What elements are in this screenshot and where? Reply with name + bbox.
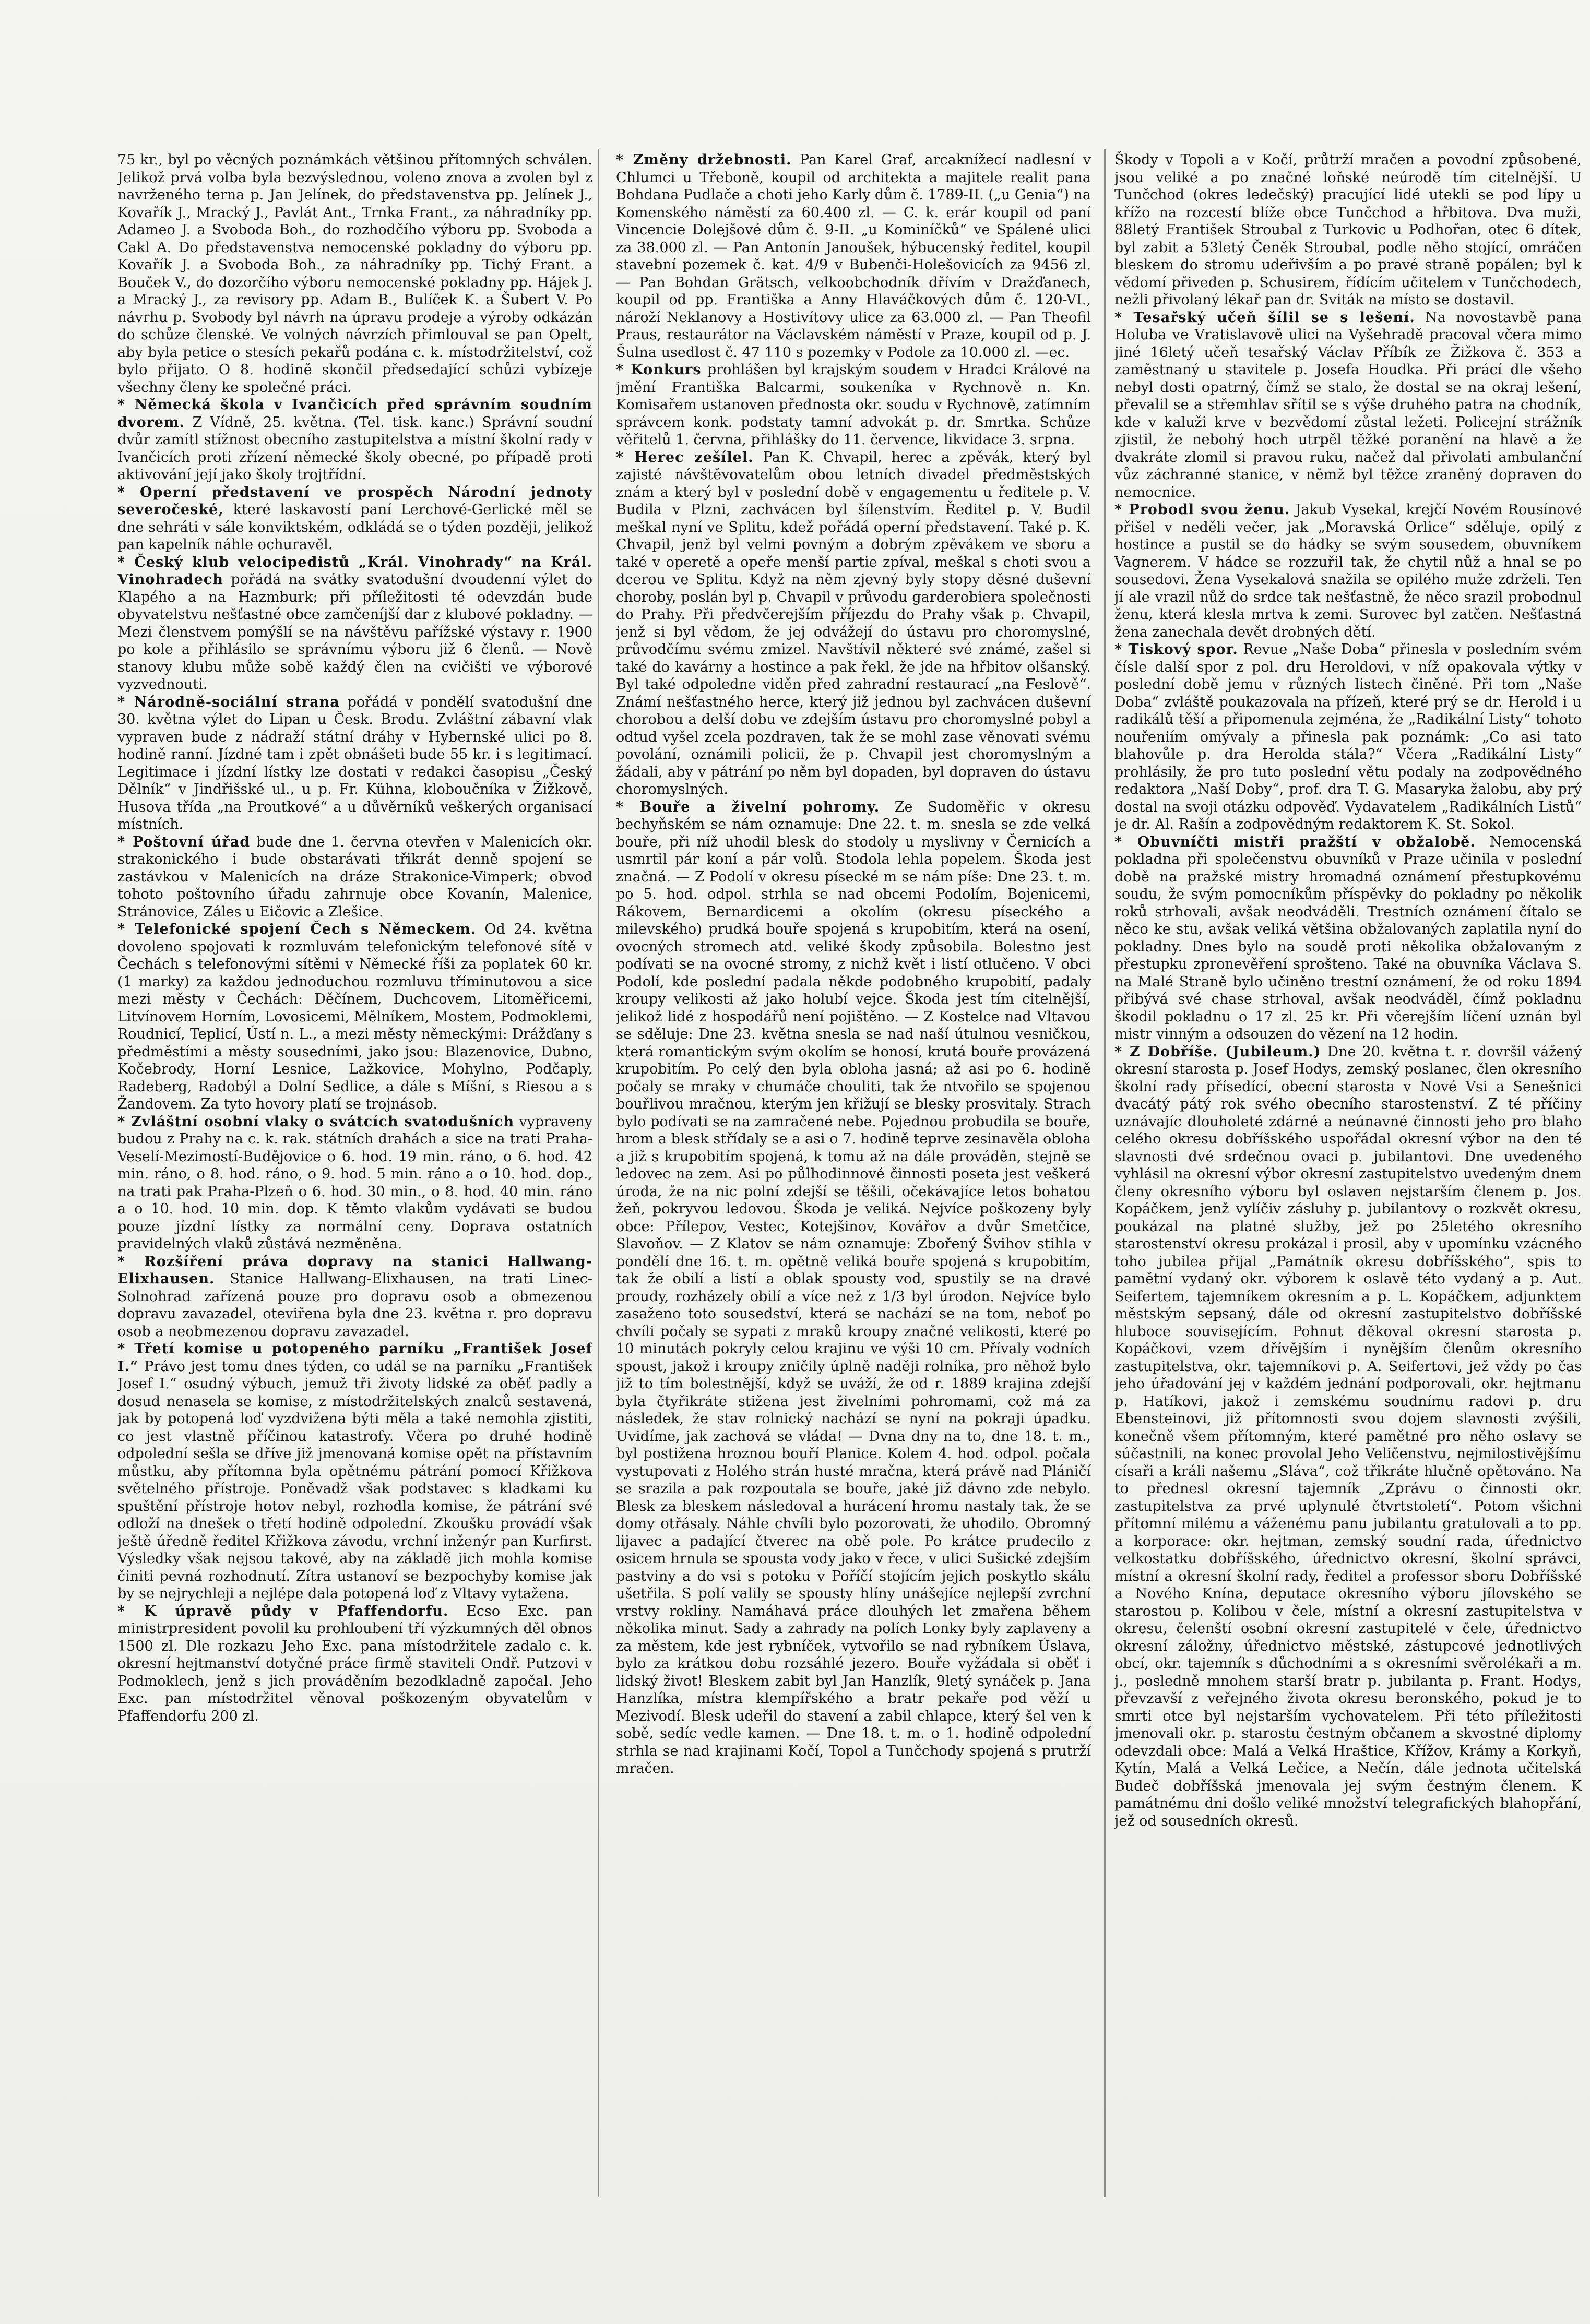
article-heading: * Národně-sociální strana [117, 694, 340, 710]
article-body: Od 24. května dovoleno spojovati k rozmluvám telefonickým telefonové sítě v Čechách s telefonovými sítěmi v Německé říši za poplatek 60 kr. (1 marky) za každou jednoduchou rozmluvu tříminutovou a sice mezi městy v Čechách: Děčínem, Duchcovem, Litoměřicemi, Litvínovem Horním, Lovosicemi, Mělníkem, Mostem, Podmoklemi, Roudnicí, Teplicí, Ústí n. L., a mezi městy německými: Drážďany s předměstími a městy sousedními, jako jsou: Blazenovice, Dubno, Kočebrody, Horní Lesnice, Lažkovice, Mohylno, Podčaply, Radeberg, Radobýl a Dolní Sedlice, a dále s Míšní, s Riesou a s Žandovem. Za tyto hovory platí se trojnásob. [117, 921, 592, 1112]
article-body: Nemocenská pokladna při společenstvu obuvníků v Praze učinila v poslední době na pražské mistry hromadná oznámení přestupkovému soudu, že svým pomocníkům příspěvky do pokladny po několik roků strhovali, avšak neodváděli. Trestních oznámení čítalo se něco ke stu, avšak veliká většina obžalovaných zaplatila nyní do pokladny. Dnes bylo na soudě proti několika obžalovaným z přestupku zpronevěření sprošteno. Také na obuvníka Václava S. na Malé Straně bylo učiněno trestní oznámení, že od roku 1894 přibývá své chase strhoval, avšak neodváděl, čímž pokladnu škodil pokladnu o 17 zl. 25 kr. Při včerejším líčení uznán byl mistr vinným a odsouzen do vězení na 12 hodin. [1114, 833, 1582, 1042]
article-heading: * Změny držebnosti. [616, 152, 792, 168]
article-paragraph [616, 361, 1091, 449]
article-heading: * Třetí komise u potopeného parníku „František Josef I.“ [117, 1341, 592, 1375]
article-paragraph [1114, 501, 1582, 641]
article-body: Pan K. Chvapil, herec a zpěvák, který byl zajisté návštěvovatelům obou letních divadel předměstských znám a který byl v poslední době v engagementu u ředitele p. V. Budila v Plzni, zachvácen byl šílenstvím. Ředitel p. V. Budil meškal nyní ve Splitu, kdež pořádá operní představení. Také p. K. Chvapil, jenž byl velmi povným a dobrým zpěvákem ve sboru a také v operetě a opeře menší partie zpíval, meškal s choti svou a dcerou ve Splitu. Když na něm zjevný byly stopy děsné duševní choroby, poslán byl p. Chvapil v průvodu garderobiera společnosti do Prahy. Při předvčerejším příjezdu do Prahy však p. Chvapil, jenž si byl vědom, že jej odvážejí do ústavu pro choromyslné, průvodčímu svému zmizel. Navštívil některé své známé, zašel si také do kavárny a hostince a pak řekl, že jde na hřbitov olšanský. Byl také odpoledne viděn před zahradní restaurací „na Feslově“. Známí nešťastného herce, který již jednou byl zachvácen duševní chorobou a delší dobu ve zdejším ústavu pro choromyslné pobyl a odtud vyšel zcela pozdraven, tak že se mohl zase věnovati svému povolání, oznámili policii, že p. Chvapil jest choromyslným a žádali, aby v pátrání po něm byl dopaden, byl dopraven do ústavu choromyslných. [616, 449, 1091, 797]
article-paragraph [117, 554, 592, 694]
article-heading: * Český klub velocipedistů „Král. Vinohrady“ na Král. Vinohradech [117, 554, 592, 588]
article-heading: * Z Dobříše. (Jubileum.) [1114, 1043, 1321, 1060]
article-body: Dne 20. května t. r. dovršil vážený okresní starosta p. Josef Hodys, zemský poslanec, člen okresního školní rady přísedící, obecní starosta v Nové Vsi a Senešnici dvacátý pátý rok svého obecního starostenství. Z té příčiny uznávajíc dlouholeté zdárné a neúnavné činnosti jeho pro blaho celého okresu dobříšského uspořádal okresní výbor na den té slavnosti dvé srdečnou ovaci p. jubilantovi. Dne uvedeného vyhlásil na okresní výbor okresní zastupitelstvo uvedeným dnem členy okresního výboru byl oslaven nejstarším členem p. Jos. Kopáčkem, jenž vylíčiv zásluhy p. jubilantovy o rozkvět okresu, poukázal na platné služby, jež po 25letého okresního starostenství okresu prokázal i prosil, aby v upomínku vzácného toho jubilea přijal „Památník okresu dobříšského“, spis to pamětní vydaný okr. výborem k oslavě této vydaný a p. Aut. Seifertem, tajemníkem okresním a p. L. Kopáčkem, adjunktem městským sepsaný, dále od okresní zastupitelstvo dobříšské hluboce souvisejícím. Pohnut děkoval okresní starosta p. Kopáčkovi, vzem dřívějším i nynějším členům okresního zastupitelstva, okr. tajemníkovi p. A. Seifertovi, jež vždy po čas jeho úřadování jej v každém jednání podporovali, okr. hejtmanu p. Hatíkovi, jakož i zemskému soudnímu radovi p. dru Ebensteinovi, již přítomnosti svou dojem slavnosti zvýšili, konečně všem přítomným, které pamětné pro něho oslavy se súčastnili, na konec provolal Jeho Veličenstvu, nejmilostivějšímu císaři a králi našemu „Sláva“, což třikráte hlučně opětováno. Na to přednesl okresní tajemník „Zprávu o činnosti okr. zastupitelstva za prvé uplynulé čtvrtstoletí“. Potom všichni přítomní milému a váženému panu jubilantu gratulovali a to pp. a korporace: okr. hejtman, zemský soudní rada, úřednictvo velkostatku dobříšského, úřednictvo okresní, školní správci, místní a okresní školní rady, ředitel a professor sboru Dobříšské a Nového Knína, deputace okresního výboru jílovského se starostou p. Kolibou v čele, místní a okresní zastupitelstva v okresu, čelenští osobní okresní zastupitelé v čele, úřednictvo okresní záložny, úřednictvo městské, zástupcové jednotlivých obcí, okr. tajemník s důchodními a s okresními svěrolékaři a m. j., posledně mnohem starší bratr p. jubilanta p. Frant. Hodys, převzavší z veřejného života okresu beronského, pokud je to smrti otce byl nejstarším vychovatelem. Při této příležitosti jmenovali okr. p. starostu čestným občanem a skvostné diplomy odevzdali obce: Malá a Velká Hraštice, Křížov, Krámy a Korkyň, Kytín, Malá a Velká Lečice, a Nečín, dále jednota učitelská Budeč dobříšská jmenovala jej svým čestným členem. K památnému dni došlo veliké množství telegrafických blahopřání, jež od sousedních okresů. [1114, 1043, 1582, 1829]
article-body: Právo jest tomu dnes týden, co udál se na parníku „František Josef I.“ osudný výbuch, jemuž tři životy lidské za oběť padly a dosud nenasela se komise, z místodržitelských znalců sestavená, jak by potopená loď vyzdvižena býti měla a také nemohla zjistiti, co jest vlastně příčinou katastrofy. Včera po druhé hodině odpolední sešla se dříve již jmenovaná komise opět na přístavním můstku, aby přítomna byla opětnému pátrání pomocí Křižkova světelného přístroje. Poněvadž však podstavec s kladkami ku spuštění přístroje hotov nebyl, rozhodla komise, že pátrání své odloží na dnešek o třetí hodině odpolední. Zkoušku provádí však ještě úředně ředitel Křižkova závodu, vrchní inženýr pan Kurfirst. Výsledky však nejsou takové, aby na základě jich mohla komise činiti pevná rozhodnutí. Zítra ustanoví se bezpochyby komise jak by se nejrychleji a nejlépe dala potopená loď z Vltavy vytažena. [117, 1358, 592, 1602]
article-paragraph [616, 798, 1091, 1778]
article-body: které laskavostí paní Lerchové-Gerlické měl se dne sehráti v sále konviktském, odkládá se o týden později, jelikož pan kapelník náhle ochuravěl. [117, 502, 592, 553]
article-body: Škody v Topoli a v Kočí, průtrží mračen a povodní způsobené, jsou veliké a po značné loňské neúrodě tím citelnější. U Tunčchod (okres ledečský) pracující lidé utekli se pod lípy u křížo na rozcestí blíže obce Tunčchod a hřbitova. Dva muži, 88letý František Stroubal z Turkovic u Podhořan, otec 6 dítek, byl zabit a 53letý Čeněk Stroubal, podle něho stojící, omráčen bleskem do stromu udeřivším a po pravé straně popálen; byl k vědomí přiveden p. Schusirem, řídícím učitelem v Tunčchodech, nežli přivolaný lékař pan dr. Sviták na místo se dostavil. [1114, 152, 1582, 308]
article-heading: * Probodl svou ženu. [1114, 502, 1290, 518]
article-paragraph [117, 484, 592, 554]
article-paragraph [117, 1340, 592, 1603]
article-body: vypraveny budou z Prahy na c. k. rak. státních drahách a sice na trati Praha-Veselí-Mezimostí-Budějovice o 6. hod. 19 min. ráno, o 6. hod. 42 min. ráno, o 8. hod. ráno, o 9. hod. 5 min. ráno a o 10. hod. dop., na trati pak Praha-Plzeň o 6. hod. 30 min., o 8. hod. 40 min. ráno a o 10. hod. 10 min. dop. K těmto vlakům vydávati se budou pouze jízdní lístky za normální ceny. Doprava ostatních pravidelných vlaků zůstává nezměněna. [117, 1113, 592, 1252]
article-body: Na novostavbě pana Holuba ve Vratislavově ulici na Vyšehradě pracoval včera mimo jiné 16letý učeň tesařský Václav Příbík ze Žižkova č. 353 a zaměstnaný u stavitele p. Josefa Houdka. Při prácí dle všeho nebyl dosti opatrný, čímž se stalo, že dostal se na okraj lešení, převalil se a střemhlav sřítil se s výše druhého patra na chodník, kde v kaluži krve v bezvědomí zůstal ležeti. Policejní strážník zjistil, že nebohý hoch utrpěl těžké poranění na hlavě a že dvakráte zlomil si pravou ruku, načež dal přivolati ambulanční vůz záchranné stanice, v němž byl těžce zraněný dopraven do nemocnice. [1114, 309, 1582, 500]
article-body: Z Vídně, 25. května. (Tel. tisk. kanc.) Správní soudní dvůr zamítl stížnost obecního zastupitelstva a místní školní rady v Ivančicích proti zřízení německé školy obecné, po případě proti aktivování její jako školy trojtřídní. [117, 414, 592, 483]
article-heading: * Konkurs [616, 362, 702, 378]
text-column-3 [1114, 151, 1582, 2197]
text-column-2 [616, 151, 1091, 2197]
column-divider [1104, 149, 1106, 2197]
article-heading: * Obuvníčti mistři pražští v obžalobě. [1114, 833, 1476, 850]
article-heading: * Telefonické spojení Čech s Německem. [117, 921, 477, 937]
article-body: Ze Sudoměřic v okresu bechyňském se nám oznamuje: Dne 22. t. m. snesla se zde velká bouře, při níž uhodil blesk do stodoly u myslivny v Černicích a usmrtil pár koní a pár volů. Stodola lehla popelem. Škoda jest značná. — Z Podolí v okresu písecké m se nám píše: Dne 23. t. m. po 5. hod. odpol. strhla se nad obcemi Podolím, Bojenicemi, Rákovem, Bernardicemi a okolím (okresu píseckého a milevského) prudká bouře spojená s krupobitím, která na osení, ovocných stromech atd. veliké škody způsobila. Bolestno jest podívati se na ovocné stromy, z nichž květ i listí otlučeno. V obci Podolí, kde poslední padala někde podobného krupobití, padaly kroupy velikosti až jako holubí vejce. Škoda jest tím citelnější, jelikož lidé z hospodářů není pojištěno. — Z Kostelce nad Vltavou se sděluje: Dne 23. května snesla se nad naší útulnou vesničkou, která romantickým svým okolím se honosí, krutá bouře provázená krupobitím. Po celý den byla obloha jasná; až asi po 6. hodině počaly se mraky v chumáče chouliti, tak že ntvořilo se spojenou bouřlivou mračnou, kterým jen křižují se blesky prosvitaly. Strach bylo podívati se na zamračené nebe. Pojednou probudila se bouře, hrom a blesk střídaly se a asi o 7. hodině teprve zesinavěla obloha a již s krupobitím spojená, k tomu až na dále prováděn, stejně se ledovec na zem. Asi po půlhodinnové činnosti poseta jest veškerá úroda, že na nic polní zdejší se těšili, očekávajíce letos bohatou žeň, pokryvou ledovou. Škoda je veliká. Nejvíce poškozeny byly obce: Přílepov, Vestec, Kotejšinov, Kovářov a dvůr Smetčice, Slavoňov. — Z Klatov se nám oznamuje: Zbořený Švihov stihla v pondělí dne 16. t. m. opětně veliká bouře spojená s krupobitím, tak že obilí a listí a oblak spousty vod, spustily se na dravé proudy, rozházely obilí a více než z 1/3 byl úrodon. Nejvíce bylo zasaženo toto sousedství, která se nachází se na tom, neboť po chvíli počaly se sypati z mraků kroupy značné velikosti, které po 10 minutách pokryly celou krajinu ve výši 10 cm. Přívaly vodních spoust, jakož i kroupy zničily úplně naději rolníka, pro něhož bylo již to tím bolestnější, když se uváží, že od r. 1889 krajina zdejší byla čtyřikráte stižena jest živelními pohromami, což má za následek, že stav rolnický nachází se nyní na pokraji úpadku. Uvidíme, jak zachová se vláda! — Dvna dny na to, dne 18. t. m., byl postižena hroznou bouří Planice. Kolem 4. hod. odpol. počala vystupovati z Holého strán husté mračna, která právě nad Pláničí se srazila a pak rozpoutala se bouře, jaké již dávno zde nebylo. Blesk za bleskem následoval a hurácení hromu nastaly tak, že se domy otřásaly. Náhle chvíli bylo pozorovati, že uhodilo. Obromný lijavec a padající čtverec na obě pole. Po krátce prudecilo z osicem hrnula se spousta vody jako v řece, v ulici Sušické zdejším pastviny a do vsi s potoku v Poříčí stojícím jejich poskytlo skálu ušetřila. S polí valily se spousty hlíny unášejíce nejlepší zvrchní vrstvy rokliny. Namáhavá práce dlouhých let zmařena během několika minut. Sady a zahrady na polích Lonky byly zaplaveny a za městem, kde jest rybníček, vytvořilo se nad rybníkem Úslava, bylo za krátkou dobu rozsáhlé jezero. Bouře vyžádala si oběť i lidský život! Bleskem zabit byl Jan Hanzlík, 9letý synáček p. Jana Hanzlíka, místra klempířského a bratr pekaře pod věží u Mezivodí. Blesk udeřil do stavení a zabil chlapce, který šel ven k sobě, sedíc vedle kamen. — Dne 18. t. m. o 1. hodině odpolední strhla se nad krajinami Kočí, Topol a Tunčchody spojená s prutrží mračen. [616, 798, 1091, 1777]
article-body: pořádá na svátky svatodušní dvoudenní výlet do Klapého a na Hazmburk; při příležitosti té odevzdán bude obyvatelstvu nešťastné obce zamčeníjší dar z klubové pokladny. — Mezi členstvem pomýšlí se na návštěvu pařížské výstavy r. 1900 po kole a přihlásilo se správnímu výboru již 6 členů. — Nově stanovy klubu může sobě každý člen na cvičišti ve výborové vyzvednouti. [117, 571, 592, 693]
article-heading: * Tiskový spor. [1114, 641, 1238, 658]
article-paragraph [117, 151, 592, 396]
article-heading: * Poštovní úřad [117, 833, 251, 850]
article-body: prohlášen byl krajským soudem v Hradci Králové na jmění Františka Balcarmi, soukeníka v Rychnově n. Kn. Komisařem ustanoven přednosta okr. soudu v Rychnově, zatímním správcem konk. podstaty tamní advokát p. dr. Smrtka. Schůze věřitelů 1. června, přihlášky do 11. července, likvidace 3. srpna. [616, 362, 1091, 448]
article-paragraph [616, 151, 1091, 361]
article-heading: * Rozšíření práva dopravy na stanici Hallwang-Elixhausen. [117, 1253, 592, 1287]
article-paragraph [1114, 151, 1582, 309]
article-paragraph [117, 1253, 592, 1341]
article-heading: * Zvláštní osobní vlaky o svátcích svatodušních [117, 1113, 515, 1130]
text-column-1 [117, 151, 592, 2197]
article-heading: * Operní představení ve prospěch Národní jednoty severočeské, [117, 484, 592, 518]
article-heading: * Herec zešílel. [616, 449, 754, 466]
article-body: Jakub Vysekal, krejčí Novém Rousínové přišel v neděli večer, jak „Moravská Orlice“ sděluje, opilý z hostince a pustil se do hádky se svým sousedem, obuvníkem Vagnerem. V hádce se rozzuřil tak, že chytil nůž a hnal se po sousedovi. Žena Vysekalová snažila se opilého muže zdrželi. Ten jí ale vrazil nůž do srdce tak nešťastně, že něco srazil probodnul ženu, která klesla mrtva k zemi. Surovec byl zatčen. Nešťastná žena zanechala devět drobných dětí. [1114, 502, 1582, 640]
article-paragraph [117, 1113, 592, 1253]
article-body: bude dne 1. června otevřen v Malenicích okr. strakonického i bude obstarávati třikrát denně spojení se zastávkou v Malenicích na dráze Strakonice-Vimperk; obvod tohoto poštovního úřadu zahrnuje obce Kovanín, Malenice, Stránovice, Záles u Eičovic a Zlešice. [117, 833, 592, 920]
article-paragraph [616, 449, 1091, 798]
article-heading: * Německá škola v Ivančicích před správním soudním dvorem. [117, 397, 592, 431]
article-body: Pan Karel Graf, arcaknížecí nadlesní v Chlumci u Třeboně, koupil od architekta a majitele realit pana Bohdana Pudlače a choti jeho Karly dům č. 1789-II. („u Genia“) na Komenského náměstí za 60.400 zl. — C. k. erár koupil od paní Vincencie Dolejšové dům č. 9-II. „u Kominíčků“ ve Spálené ulici za 38.000 zl. — Pan Antonín Janoušek, hýbucenský ředitel, koupil stavební pozemek č. kat. 4/9 v Bubenči-Holešovicích za 9456 zl. — Pan Bohdan Grätsch, velkoobchodník dřívím v Dražďanech, koupil od pp. Františka a Anny Hlaváčkových dům č. 120-VI., nároží Neklanovy a Hostivítovy ulice za 63.000 zl. — Pan Theofil Praus, restaurátor na Václavském náměstí v Praze, koupil od p. J. Šulna usedlost č. 47 110 s pozemky v Podole za 10.000 zl. —ec. [616, 152, 1091, 361]
article-body: pořádá v pondělí svatodušní dne 30. května výlet do Lipan u Česk. Brodu. Zvláštní zábavní vlak vypraven bude z nádraží státní dráhy v Hybernské ulici po 8. hodině ranní. Jízdné tam i zpět obnášeti bude 55 kr. i s legitimací. Legitimace i jízdní lístky lze dostati v redakci časopisu „Český Dělník“ v Jindřišské ul., u p. Fr. Kühna, kloboučníka v Žižkově, Husova třída „na Proutkové“ a u důvěrníků veškerých organisací místních. [117, 694, 592, 832]
article-paragraph [117, 1603, 592, 1725]
article-body: 75 kr., byl po věcných poznámkách většinou přítomných schválen. Jelikož prvá volba byla bezvýslednou, voleno znova a zvolen byl z navrženého terna p. Jan Jelínek, do představenstva pp. Jelínek J., Kovařík J., Mracký J., Pavlát Ant., Trnka Frant., za náhradníky pp. Adameo J. a Svoboda Boh., do rozhodčího výboru pp. Svoboda a Cakl A. Do představenstva nemocenské pokladny do výboru pp. Kovařík J. a Svoboda Boh., za náhradníky pp. Tichý Frant. a Bouček V., do dozorčího výboru nemocenské pokladny pp. Hájek J. a Mracký J., za revisory pp. Adam B., Bulíček K. a Šubert V. Po návrhu p. Svobody byl návrh na úpravu prodeje a výroby odkázán do schůze členské. Ve volných návrzích přimlouval se pan Opelt, aby byla petice o stesích pekařů podána c. k. místodržitelství, což bylo přijato. O 8. hodině skončil předsedající schůzi vybízeje všechny členy ke společné práci. [117, 152, 592, 396]
article-paragraph [117, 396, 592, 484]
column-divider [598, 149, 599, 2197]
article-paragraph [117, 694, 592, 833]
article-paragraph [1114, 1043, 1582, 1830]
article-heading: * Bouře a živelní pohromy. [616, 798, 880, 815]
article-paragraph [1114, 641, 1582, 833]
article-paragraph [117, 833, 592, 921]
article-paragraph [1114, 833, 1582, 1043]
article-heading: * K úpravě půdy v Pfaffendorfu. [117, 1603, 449, 1619]
article-body: Revue „Naše Doba“ přinesla v posledním svém čísle další spor z pol. dru Heroldovi, v níž opakovala výtky v poslední době jemu v různých listech činěné. Při tom „Naše Doba“ zvláště poukazovala na přízeň, které prý se dr. Herold i u radikálů těší a připomenula zejména, že „Radikální Listy“ tohoto nouřeniím omývaly a přinesla pak poznámk: „Co asi tato blahovůle p. dra Herolda stála?“ Včera „Radikální Listy“ prohlásily, že pro tuto poslední větu podaly na zodpovědného redaktora „Naší Doby“, prof. dra T. G. Masaryka žalobu, aby prý dostal na svoji otázku odpověď. Vydavatelem „Radikálních Listů“ je dr. Al. Rašín a zodpovědným redaktorem K. St. Sokol. [1114, 641, 1582, 832]
article-paragraph [1114, 309, 1582, 502]
article-body: Ecso Exc. pan ministrpresident povolil ku prohloubení tří výzkumných děl obnos 1500 zl. Dle rozkazu Jeho Exc. pana místodržitele zadalo c. k. okresní hejtmanství dotyčné práce firmě staviteli Ondř. Putzovi v Podmoklech, jenž s jich prováděním bezodkladně započal. Jeho Exc. pan místodržitel věnoval poškozeným obyvatelům v Pfaffendorfu 200 zl. [117, 1603, 592, 1724]
article-heading: * Tesařský učeň šílil se s lešení. [1114, 309, 1415, 326]
article-body: Stanice Hallwang-Elixhausen, na trati Linec-Solnohrad zařízená pouze pro dopravu osob a obmezenou dopravu zavazadel, oteviřena byla dne 23. května r. pro dopravu osob a neobmezenou dopravu zavazadel. [117, 1271, 592, 1340]
article-paragraph [117, 921, 592, 1113]
